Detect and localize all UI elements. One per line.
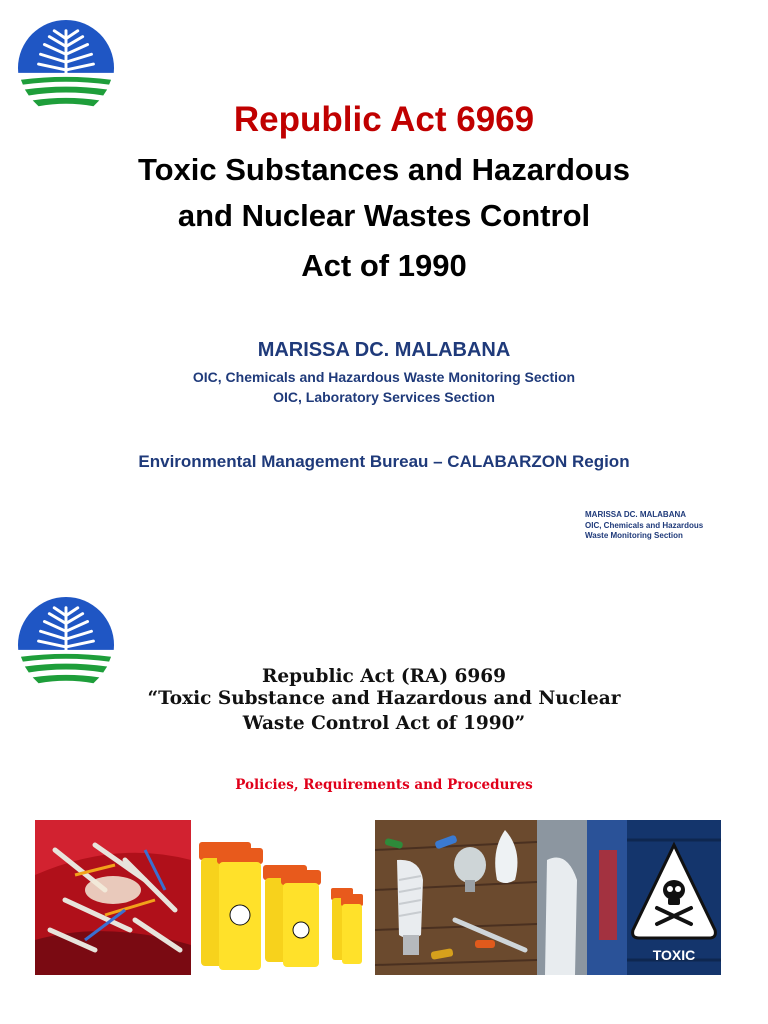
footer-line-2: OIC, Chemicals and Hazardous — [585, 520, 704, 530]
slide2-title-line1: Republic Act (RA) 6969 — [262, 666, 506, 687]
household-hazardous-waste-photo — [375, 820, 537, 975]
slide2-subtitle: Policies, Requirements and Procedures — [235, 777, 533, 793]
sharps-containers-photo — [191, 820, 375, 975]
slide2-title-line2: “Toxic Substance and Hazardous and Nuclear — [147, 688, 621, 709]
overview-slide — [0, 580, 768, 1024]
slide-subtitle-line3: Act of 1990 — [301, 248, 467, 283]
slide-subtitle-line1: Toxic Substances and Hazardous — [137, 152, 631, 187]
presenter-role-2: OIC, Laboratory Services Section — [273, 389, 495, 405]
slide-subtitle-line2: and Nuclear Wastes Control — [177, 198, 591, 233]
footer-line-1: MARISSA DC. MALABANA — [585, 510, 687, 519]
bureau-name: Environmental Management Bureau – CALABARZON Region — [138, 452, 630, 471]
slide-title: Republic Act 6969 — [233, 100, 535, 139]
footer-note — [585, 510, 755, 542]
footer-line-3: Waste Monitoring Section — [585, 531, 683, 540]
toxic-label: TOXIC — [652, 947, 696, 963]
presenter-role-1: OIC, Chemicals and Hazardous Waste Monitoring Section — [192, 369, 576, 385]
presenter-name: MARISSA DC. MALABANA — [257, 339, 511, 361]
photo-strip — [35, 820, 721, 975]
slide2-title-line3: Waste Control Act of 1990” — [242, 713, 526, 734]
medical-waste-photo — [35, 820, 191, 975]
toxic-drums-photo — [537, 820, 721, 975]
